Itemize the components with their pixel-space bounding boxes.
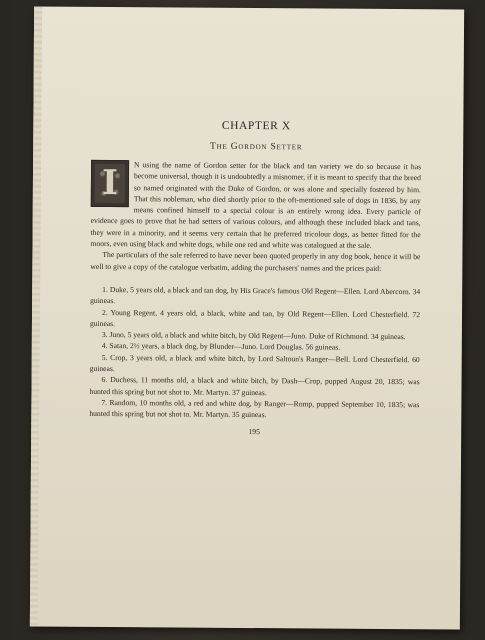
catalogue-list [89, 284, 420, 422]
chapter-title: The Gordon Setter [210, 141, 303, 153]
book-page [30, 7, 464, 630]
catalogue-item: 4. Satan, 2½ years, a black dog, by Blunder—Juno. Lord Douglas. 56 guineas. [101, 341, 341, 353]
catalogue-item: 5. Crop, 3 years old, a black and white bitch, by Lord Saltoun's Ranger—Bell. Lord Chesterfield. 60 guineas. [89, 352, 420, 374]
catalogue-item: 6. Duchess, 11 months old, a black and white bitch, by Dash—Crop, pupped August 20, 1835; was hunted this spring but not shot to. Mr. Martyn. 37 guineas. [89, 375, 420, 397]
catalogue-item: 2. Young Regent, 4 years old, a black, white and tan, by Old Regent—Ellen. Lord Chesterfield. 72 guineas. [89, 307, 421, 328]
page-content [89, 119, 421, 437]
ornamental-drop-cap [91, 160, 129, 207]
catalogue-item: 3. Juno, 5 years old, a black and white bitch, by Old Regent—Juno. Duke of Richmond. 34 guineas. [101, 330, 406, 342]
chapter-heading: CHAPTER X [221, 119, 291, 133]
page-number: 195 [248, 426, 260, 436]
catalogue-item: 7. Random, 10 months old, a red and white dog, by Ranger—Romp, pupped September 10, 1835; was hunted this spring but not shot to. Mr. Martyn. 35 guineas. [89, 397, 420, 420]
drop-cap-letter: I [101, 162, 119, 203]
sale-paragraph: The particulars of the sale referred to have never been quoted properly in any dog book, hence it will be well to give a copy of the catalogue verbatim, adding the purchasers' names and the prices paid: [90, 250, 421, 273]
catalogue-item: 1. Duke, 5 years old, a black and tan dog, by His Grace's famous Old Regent—Ellen. Lord Abercorn. 34 guineas. [90, 284, 421, 306]
intro-text: N using the name of Gordon setter for the black and tan variety we do so because it has become universal, though it is undoubtedly a misnomer, if it is meant to specify that the breed so named originated with the Duke of Gordon, or was alone and specially fostered by him. That this nobleman, who died shortly prior to the oft-mentioned sale of dogs in 1836, by any means confined himself to a special colour is an entirely wrong idea. Every particle of evidence goes to prove that he had setters of various colours, and although these included black and tans, they were in a minority, and it seems very certain that he preferred tricolour dogs, as better fitted for the moors, even using black and white dogs, while one red and white was catalogued at the sale. [90, 160, 422, 250]
intro-paragraph [90, 159, 421, 252]
